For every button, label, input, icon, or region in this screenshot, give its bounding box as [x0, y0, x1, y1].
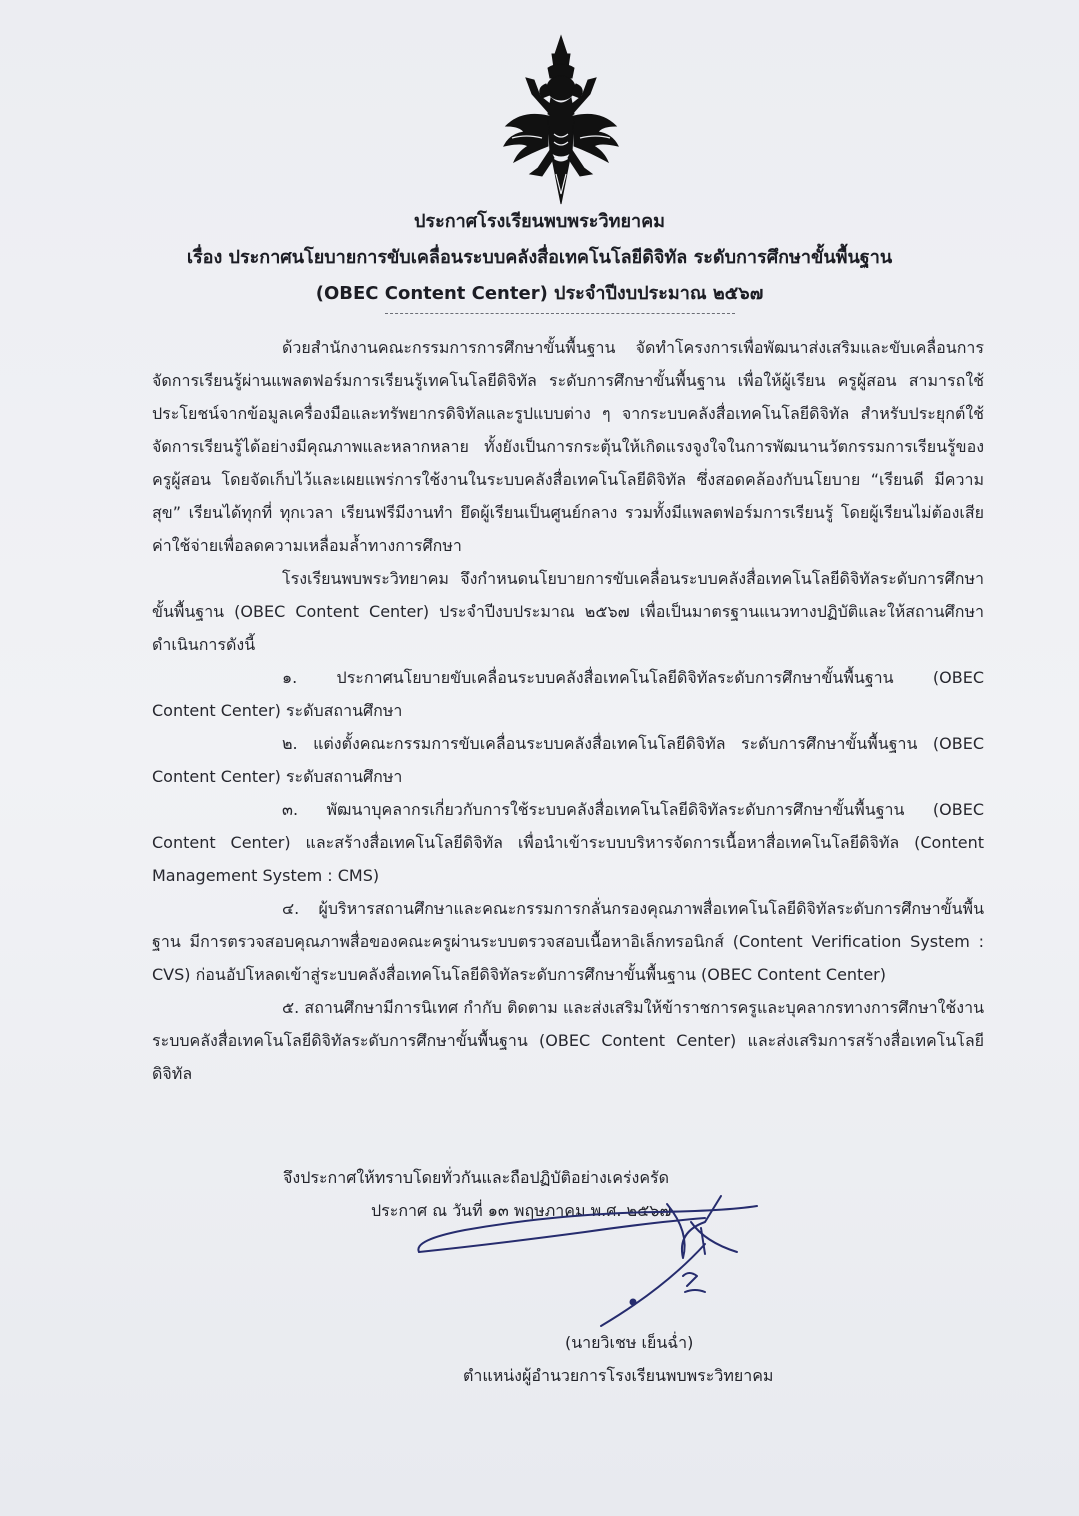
closing-statement: จึงประกาศให้ทราบโดยทั่วกันและถือปฏิบัติอย่างเคร่งครัด [283, 1168, 670, 1187]
header-separator [385, 313, 735, 314]
announcement-date: ประกาศ ณ วันที่ ๑๓ พฤษภาคม พ.ศ. ๒๕๖๗ [371, 1201, 672, 1220]
document-body [152, 331, 984, 1090]
policy-item-5: ๕. สถานศึกษามีการนิเทศ กำกับ ติดตาม และส่งเสริมให้ข้าราชการครูและบุคลากรทางการศึกษาใช้งานระบบคลังสื่อเทคโนโลยีดิจิทัลระดับการศึกษาขั้นพื้นฐาน (OBEC Content Center) และส่งเสริมการสร้างสื่อเทคโนโลยีดิจิทัล [152, 998, 984, 1083]
policy-item-4: ๔. ผู้บริหารสถานศึกษาและคณะกรรมการกลั่นกรองคุณภาพสื่อเทคโนโลยีดิจิทัลระดับการศึกษาขั้นพื้นฐาน มีการตรวจสอบคุณภาพสื่อของคณะครูผ่านระบบตรวจสอบเนื้อหาอิเล็กทรอนิกส์ (Content Verification System : CVS) ก่อนอัปโหลดเข้าสู่ระบบคลังสื่อเทคโนโลยีดิจิทัลระดับการศึกษาขั้นพื้นฐาน (OBEC Content Center) [152, 899, 984, 984]
policy-item-1: ๑. ประกาศนโยบายขับเคลื่อนระบบคลังสื่อเทคโนโลยีดิจิทัลระดับการศึกษาขั้นพื้นฐาน (OBEC Content Center) ระดับสถานศึกษา [152, 668, 984, 720]
signatory-position: ตำแหน่งผู้อำนวยการโรงเรียนพบพระวิทยาคม [463, 1366, 774, 1385]
handwritten-signature [405, 1192, 765, 1327]
signatory-name: (นายวิเชษ เย็นฉ่ำ) [565, 1333, 694, 1352]
document-header [0, 204, 1079, 312]
intro-paragraph: ด้วยสำนักงานคณะกรรมการการศึกษาขั้นพื้นฐาน จัดทำโครงการเพื่อพัฒนาส่งเสริมและขับเคลื่อนการจัดการเรียนรู้ผ่านแพลตฟอร์มการเรียนรู้เทคโนโลยีดิจิทัล ระดับการศึกษาขั้นพื้นฐาน เพื่อให้ผู้เรียน ครูผู้สอน สามารถใช้ประโยชน์จากข้อมูลเครื่องมือและทรัพยากรดิจิทัลและรูปแบบต่าง ๆ จากระบบคลังสื่อเทคโนโลยีดิจิทัล สำหรับประยุกต์ใช้จัดการเรียนรู้ได้อย่างมีคุณภาพและหลากหลาย ทั้งยังเป็นการกระตุ้นให้เกิดแรงจูงใจในการพัฒนานวัตกรรมการเรียนรู้ของครูผู้สอน โดยจัดเก็บไว้และเผยแพร่การใช้งานในระบบคลังสื่อเทคโนโลยีดิจิทัล ซึ่งสอดคล้องกับนโยบาย “เรียนดี มีความสุข” เรียนได้ทุกที่ ทุกเวลา เรียนฟรีมีงานทำ ยึดผู้เรียนเป็นศูนย์กลาง รวมทั้งมีแพลตฟอร์มการเรียนรู้ โดยผู้เรียนไม่ต้องเสียค่าใช้จ่ายเพื่อลดความเหลื่อมล้ำทางการศึกษา [152, 338, 984, 555]
policy-item-3: ๓. พัฒนาบุคลากรเกี่ยวกับการใช้ระบบคลังสื่อเทคโนโลยีดิจิทัลระดับการศึกษาขั้นพื้นฐาน (OBEC Content Center) และสร้างสื่อเทคโนโลยีดิจิทัล เพื่อนำเข้าระบบบริหารจัดการเนื้อหาสื่อเทคโนโลยีดิจิทัล (Content Management System : CMS) [152, 800, 984, 885]
document-subject-line2: (OBEC Content Center) ประจำปีงบประมาณ ๒๕๖๗ [315, 283, 764, 304]
garuda-emblem-icon [502, 34, 620, 206]
document-title: ประกาศโรงเรียนพบพระวิทยาคม [413, 211, 665, 232]
policy-paragraph: โรงเรียนพบพระวิทยาคม จึงกำหนดนโยบายการขับเคลื่อนระบบคลังสื่อเทคโนโลยีดิจิทัลระดับการศึกษาขั้นพื้นฐาน (OBEC Content Center) ประจำปีงบประมาณ ๒๕๖๗ เพื่อเป็นมาตรฐานแนวทางปฏิบัติและให้สถานศึกษาดำเนินการดังนี้ [152, 569, 984, 654]
policy-item-2: ๒. แต่งตั้งคณะกรรมการขับเคลื่อนระบบคลังสื่อเทคโนโลยีดิจิทัล ระดับการศึกษาขั้นพื้นฐาน (OBEC Content Center) ระดับสถานศึกษา [152, 734, 984, 786]
document-subject: เรื่อง ประกาศนโยบายการขับเคลื่อนระบบคลังสื่อเทคโนโลยีดิจิทัล ระดับการศึกษาขั้นพื้นฐาน [186, 247, 893, 268]
